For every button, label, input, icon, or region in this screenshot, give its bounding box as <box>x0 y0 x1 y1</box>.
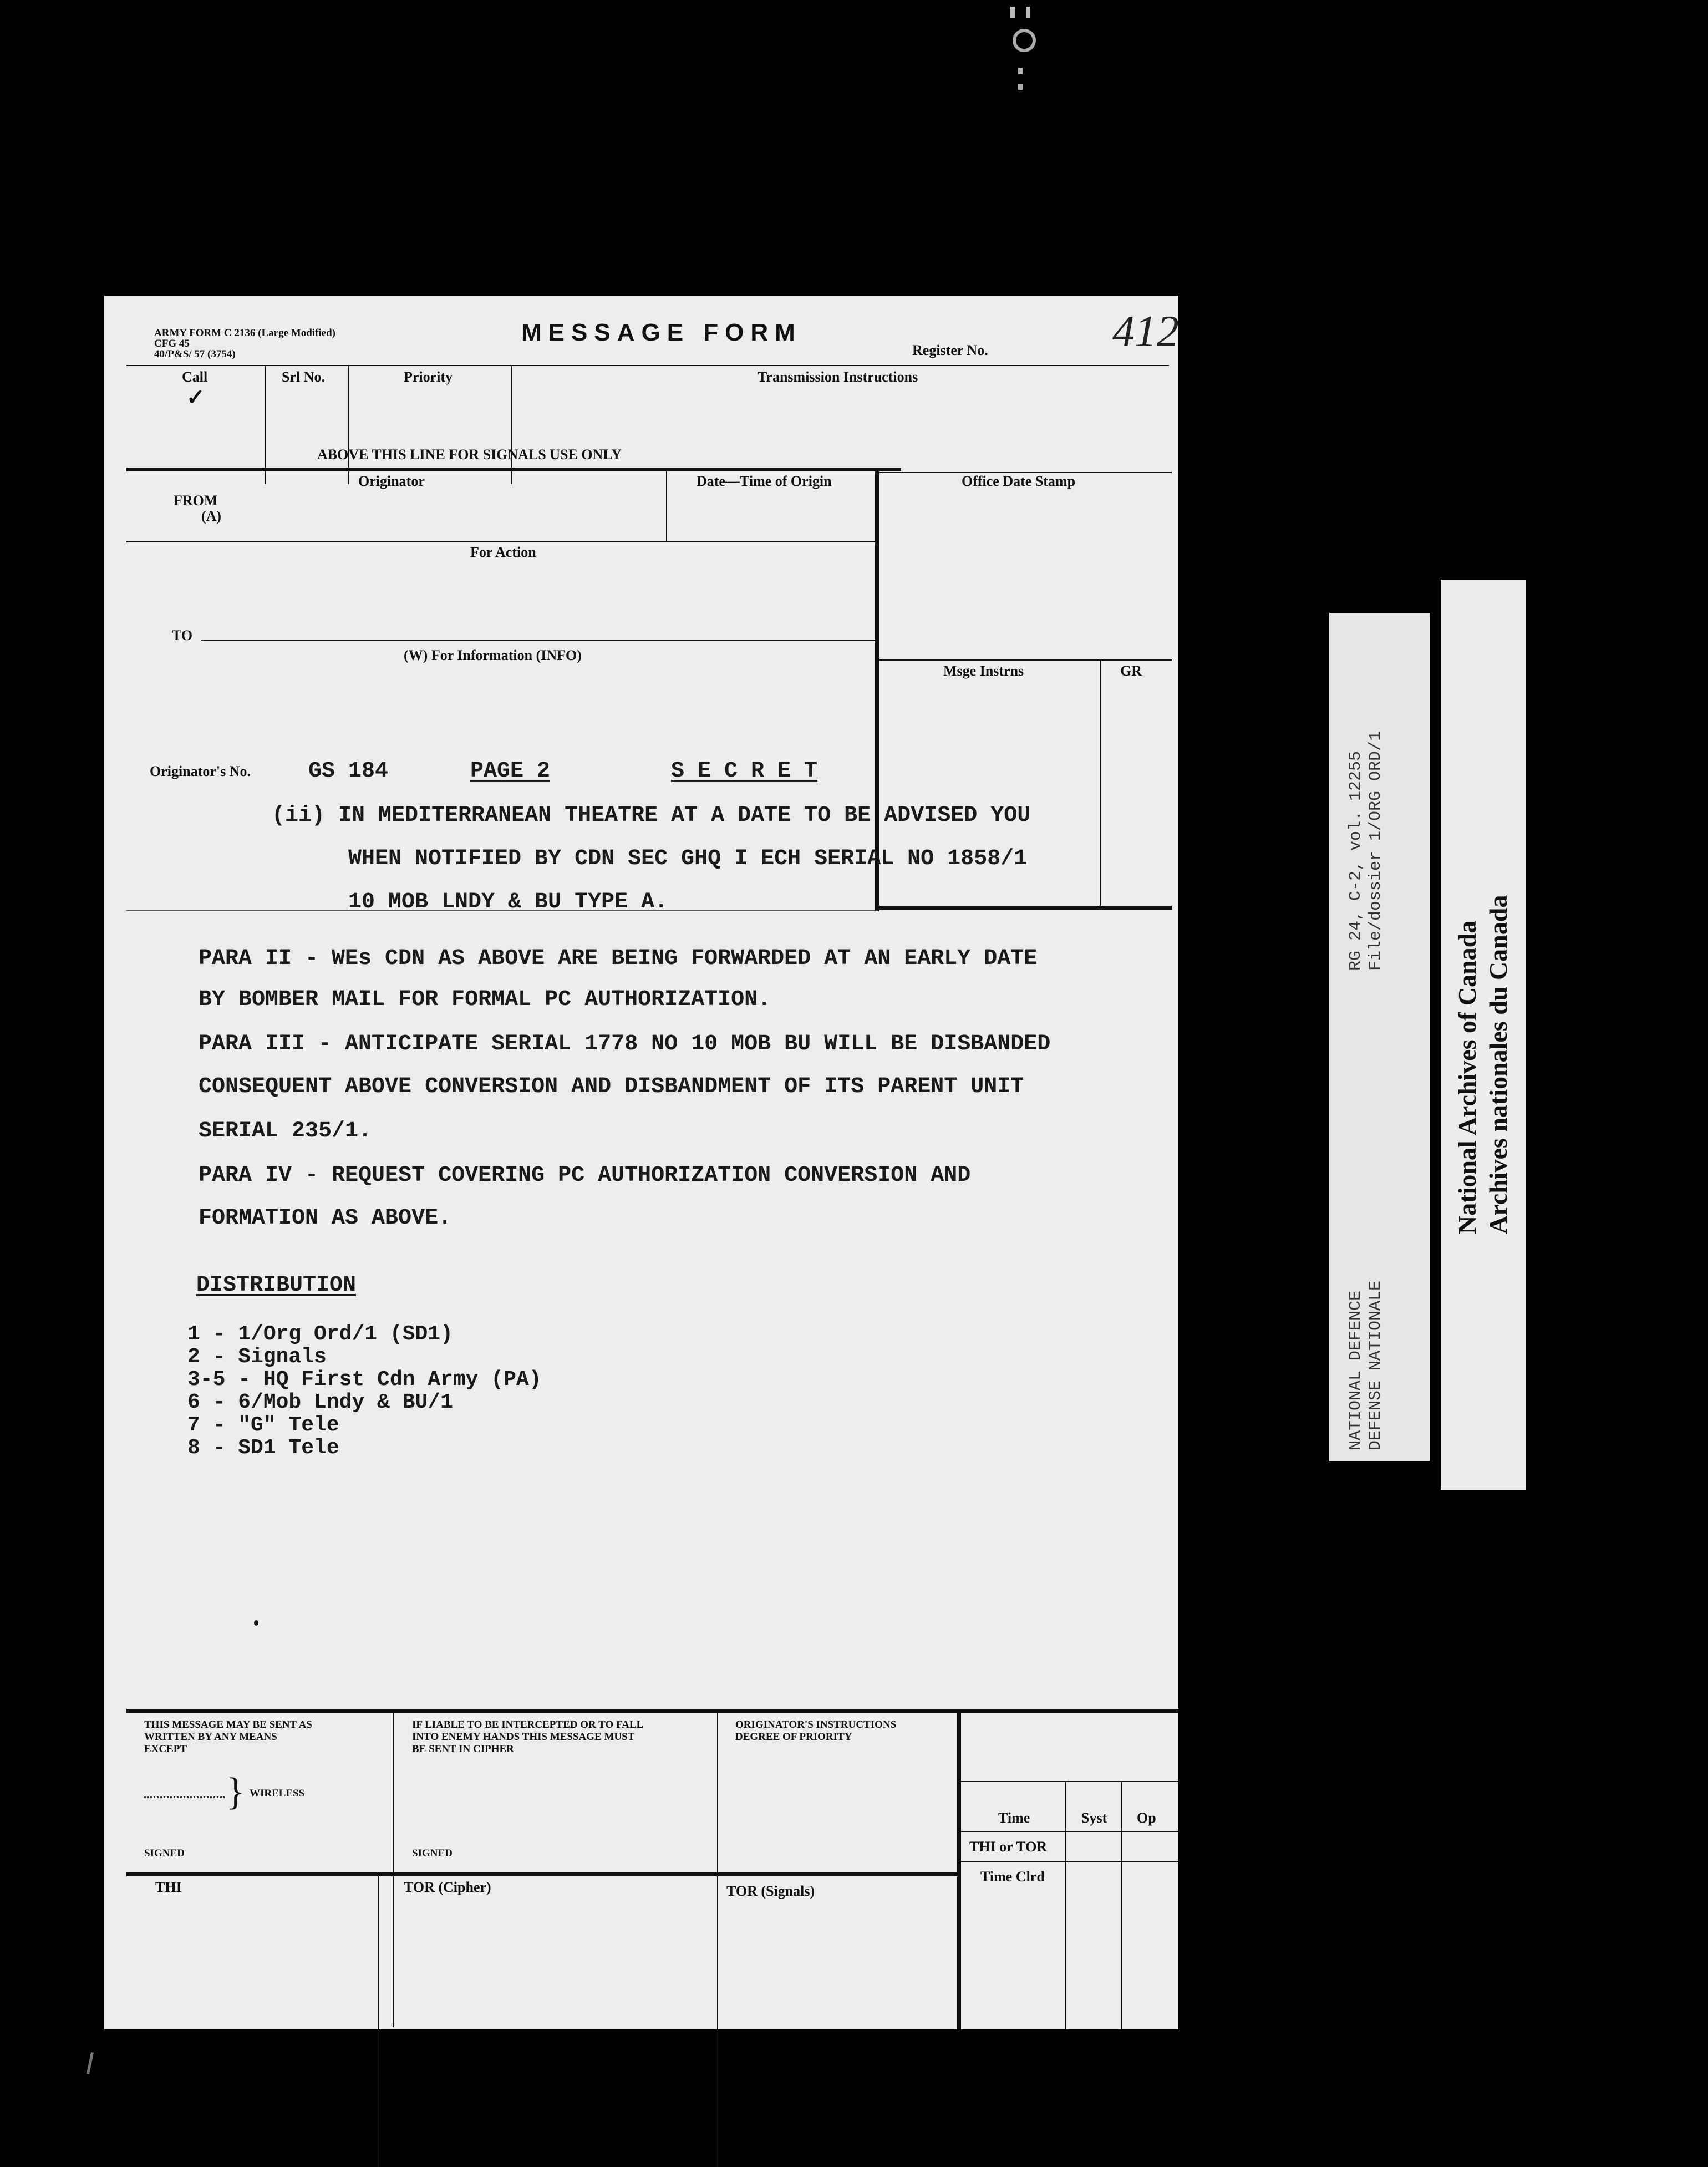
box1-line-3: EXCEPT <box>144 1743 187 1755</box>
message-line-10: FORMATION AS ABOVE. <box>199 1206 452 1231</box>
time-clrd-label: Time Clrd <box>980 1869 1045 1885</box>
archive-name-line-1: National Archives of Canada <box>1453 920 1481 1234</box>
archive-name-stub <box>1441 580 1526 1490</box>
signed-label-1: SIGNED <box>144 1848 185 1859</box>
for-information-label: (W) For Information (INFO) <box>404 647 582 663</box>
gs-number: GS 184 <box>308 759 389 784</box>
register-no-label: Register No. <box>912 342 988 358</box>
originator-label: Originator <box>358 473 425 489</box>
signals-use-line: ABOVE THIS LINE FOR SIGNALS USE ONLY <box>317 446 622 463</box>
archive-reference <box>1346 731 1386 971</box>
message-form-sheet <box>104 296 1178 2029</box>
syst-label: Syst <box>1081 1810 1107 1826</box>
reference-line-2: File/dossier 1/ORG ORD/1 <box>1366 730 1385 971</box>
transmission-instructions-label: Transmission Instructions <box>758 369 918 385</box>
srl-no-label: Srl No. <box>282 369 325 385</box>
box2-text <box>412 1719 643 1755</box>
film-scratch <box>87 2052 94 2074</box>
distribution-item: 3-5 - HQ First Cdn Army (PA) <box>187 1368 542 1392</box>
tor-cipher-label: TOR (Cipher) <box>404 1879 491 1895</box>
office-date-stamp-label: Office Date Stamp <box>962 473 1076 489</box>
for-action-label: For Action <box>470 544 536 560</box>
thi-label: THI <box>155 1879 182 1895</box>
to-label: TO <box>172 627 193 643</box>
department-line-1: NATIONAL DEFENCE <box>1346 1290 1365 1450</box>
message-line-9: PARA IV - REQUEST COVERING PC AUTHORIZATION CONVERSION AND <box>199 1163 971 1188</box>
message-line-6: PARA III - ANTICIPATE SERIAL 1778 NO 10 MOB BU WILL BE DISBANDED <box>199 1032 1051 1057</box>
archive-reference-stub <box>1329 613 1430 1461</box>
wireless-dotted-line <box>144 1796 225 1798</box>
page-number-handwritten: 412 <box>1112 307 1179 356</box>
brace-icon: } <box>226 1770 245 1813</box>
distribution-list <box>187 1323 542 1459</box>
distribution-item: 7 - "G" Tele <box>187 1413 339 1437</box>
ink-dot <box>254 1620 258 1626</box>
box3-line-1: ORIGINATOR'S INSTRUCTIONS <box>735 1719 897 1730</box>
box2-line-3: BE SENT IN CIPHER <box>412 1743 514 1755</box>
box1-line-2: WRITTEN BY ANY MEANS <box>144 1731 277 1743</box>
from-label: FROM <box>174 493 218 509</box>
message-line-8: SERIAL 235/1. <box>199 1119 372 1144</box>
form-title: MESSAGE FORM <box>521 319 802 346</box>
box2-line-1: IF LIABLE TO BE INTERCEPTED OR TO FALL <box>412 1719 644 1730</box>
reference-line-1: RG 24, C-2, vol. 12255 <box>1346 750 1365 971</box>
page-label: PAGE 2 <box>470 759 551 784</box>
message-line-4: PARA II - WEs CDN AS ABOVE ARE BEING FORWARDED AT AN EARLY DATE <box>199 946 1038 971</box>
box3-text <box>735 1719 896 1743</box>
distribution-item: 1 - 1/Org Ord/1 (SD1) <box>187 1322 453 1346</box>
signed-label-2: SIGNED <box>412 1848 453 1859</box>
archive-name-line-2: Archives nationales du Canada <box>1484 895 1512 1234</box>
call-label: Call <box>182 369 208 385</box>
box2-line-2: INTO ENEMY HANDS THIS MESSAGE MUST <box>412 1731 635 1743</box>
distribution-title: DISTRIBUTION <box>196 1273 357 1298</box>
distribution-item: 6 - 6/Mob Lndy & BU/1 <box>187 1390 453 1414</box>
distribution-item: 2 - Signals <box>187 1345 327 1369</box>
message-line-5: BY BOMBER MAIL FOR FORMAL PC AUTHORIZATION. <box>199 987 771 1012</box>
message-line-3: 10 MOB LNDY & BU TYPE A. <box>348 890 668 915</box>
distribution-item: 8 - SD1 Tele <box>187 1436 339 1460</box>
date-time-origin-label: Date—Time of Origin <box>697 473 832 489</box>
thi-or-tor-label: THI or TOR <box>969 1839 1048 1855</box>
box1-line-1: THIS MESSAGE MAY BE SENT AS <box>144 1719 312 1730</box>
message-line-2: WHEN NOTIFIED BY CDN SEC GHQ I ECH SERIAL NO 1858/1 <box>348 846 1028 871</box>
form-id-line-1: ARMY FORM C 2136 (Large Modified) <box>154 327 336 339</box>
classification: S E C R E T <box>671 759 818 784</box>
op-label: Op <box>1137 1810 1156 1826</box>
department-label <box>1346 1281 1386 1450</box>
originators-no-label: Originator's No. <box>150 763 251 779</box>
from-sub-label: (A) <box>201 508 222 524</box>
gr-label: GR <box>1120 663 1142 679</box>
priority-label: Priority <box>404 369 453 385</box>
archive-name <box>1452 895 1514 1234</box>
message-line-7: CONSEQUENT ABOVE CONVERSION AND DISBANDMENT OF ITS PARENT UNIT <box>199 1074 1024 1099</box>
form-id-line-2: CFG 45 <box>154 338 190 349</box>
box3-line-2: DEGREE OF PRIORITY <box>735 1731 852 1743</box>
reel-marks <box>1010 7 1033 90</box>
call-checkmark-icon: ✓ <box>186 385 205 410</box>
form-id <box>154 328 336 359</box>
box1-text <box>144 1719 312 1755</box>
time-label: Time <box>998 1810 1030 1826</box>
department-line-2: DEFENSE NATIONALE <box>1366 1280 1385 1450</box>
message-line-1: (ii) IN MEDITERRANEAN THEATRE AT A DATE TO BE ADVISED YOU <box>272 803 1031 828</box>
wireless-label: WIRELESS <box>250 1788 305 1799</box>
form-id-line-3: 40/P&S/ 57 (3754) <box>154 348 236 360</box>
msge-instrns-label: Msge Instrns <box>943 663 1024 679</box>
tor-signals-label: TOR (Signals) <box>726 1883 815 1899</box>
